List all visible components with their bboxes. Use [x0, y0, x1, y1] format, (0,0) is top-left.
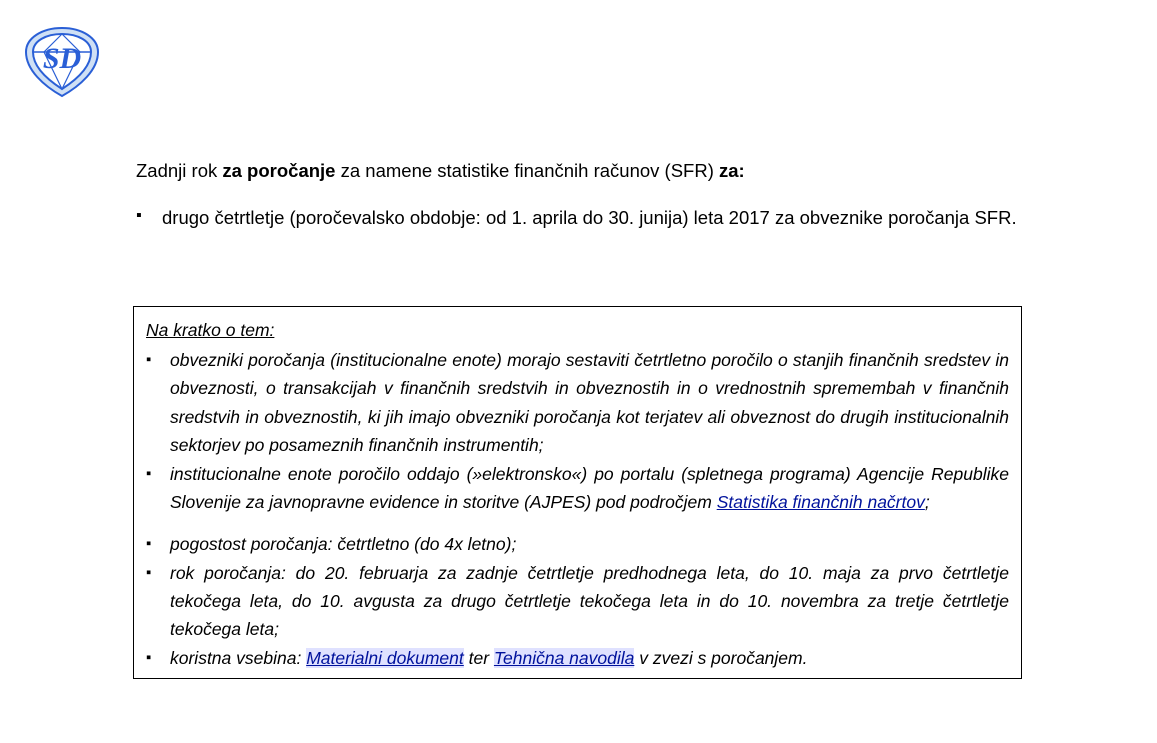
- bullet-marker-icon: ▪: [136, 206, 142, 224]
- summary-item-2-text-after: ;: [924, 491, 930, 512]
- link-statistika-financnih-nacrtov[interactable]: Statistika finančnih načrtov: [716, 491, 925, 512]
- intro-block: [136, 158, 1026, 233]
- intro-text-1: Zadnji rok: [136, 160, 223, 181]
- sd-diamond-logo: [20, 24, 104, 100]
- summary-item-5-text-before: koristna vsebina:: [170, 647, 307, 668]
- bullet-marker-icon: ▪: [146, 464, 152, 482]
- summary-item-5-text: [170, 644, 1009, 672]
- bullet-marker-icon: ▪: [146, 563, 152, 581]
- summary-item-3: [146, 530, 1009, 558]
- summary-box: [133, 306, 1022, 679]
- summary-spacer: [146, 516, 1009, 530]
- intro-bullet-item: [136, 203, 1026, 233]
- summary-item-4: [146, 559, 1009, 644]
- intro-bold-1: za poročanje: [222, 160, 336, 181]
- intro-bullet-text: drugo četrtletje (poročevalsko obdobje: od 1. aprila do 30. junija) leta 2017 za obveznike poročanja SFR.: [162, 206, 1017, 228]
- summary-item-1-text: obvezniki poročanja (institucionalne enote) morajo sestaviti četrtletno poročilo o stanjih finančnih sredstev in obveznosti, o transakcijah v finančnih sredstvih in obveznostih in o vrednostnih spremembah v finančnih sredstvih in obveznostih, ki jih imajo obvezniki poročanja kot terjatev ali obveznost do drugih institucionalnih sektorjev po posameznih finančnih instrumentih;: [170, 350, 1009, 456]
- summary-item-2-text-before: institucionalne enote poročilo oddajo (»elektronsko«) po portalu (spletnega programa) Agencije Republike Slovenije za javnopravne evidence in storitve (AJPES) pod področjem: [170, 463, 1009, 512]
- intro-heading: [136, 158, 1026, 185]
- summary-item-2: [146, 460, 1009, 517]
- summary-box-title: Na kratko o tem:: [146, 320, 275, 340]
- summary-item-1: [146, 346, 1009, 459]
- summary-item-5-text-after: v zvezi s poročanjem.: [634, 647, 808, 668]
- summary-item-2-text: [170, 460, 1009, 517]
- summary-item-4-text: rok poročanja: do 20. februarja za zadnje četrtletje predhodnega leta, do 10. maja za prvo četrtletje tekočega leta, do 10. avgusta za drugo četrtletje tekočega leta in do 10. novembra za tretje četrtletje tekočega leta;: [170, 562, 1009, 640]
- bullet-marker-icon: ▪: [146, 535, 152, 553]
- intro-text-2: za namene statistike finančnih računov (SFR): [335, 160, 720, 181]
- intro-bold-2: za:: [719, 160, 745, 181]
- bullet-marker-icon: ▪: [146, 351, 152, 369]
- summary-item-3-text: pogostost poročanja: četrtletno (do 4x letno);: [170, 534, 517, 555]
- link-tehnicna-navodila[interactable]: Tehnična navodila: [493, 647, 635, 668]
- link-materialni-dokument[interactable]: Materialni dokument: [306, 647, 464, 668]
- summary-item-5-text-middle: ter: [463, 647, 494, 668]
- svg-text:SD: SD: [42, 42, 82, 75]
- bullet-marker-icon: ▪: [146, 648, 152, 666]
- summary-item-5: [146, 644, 1009, 672]
